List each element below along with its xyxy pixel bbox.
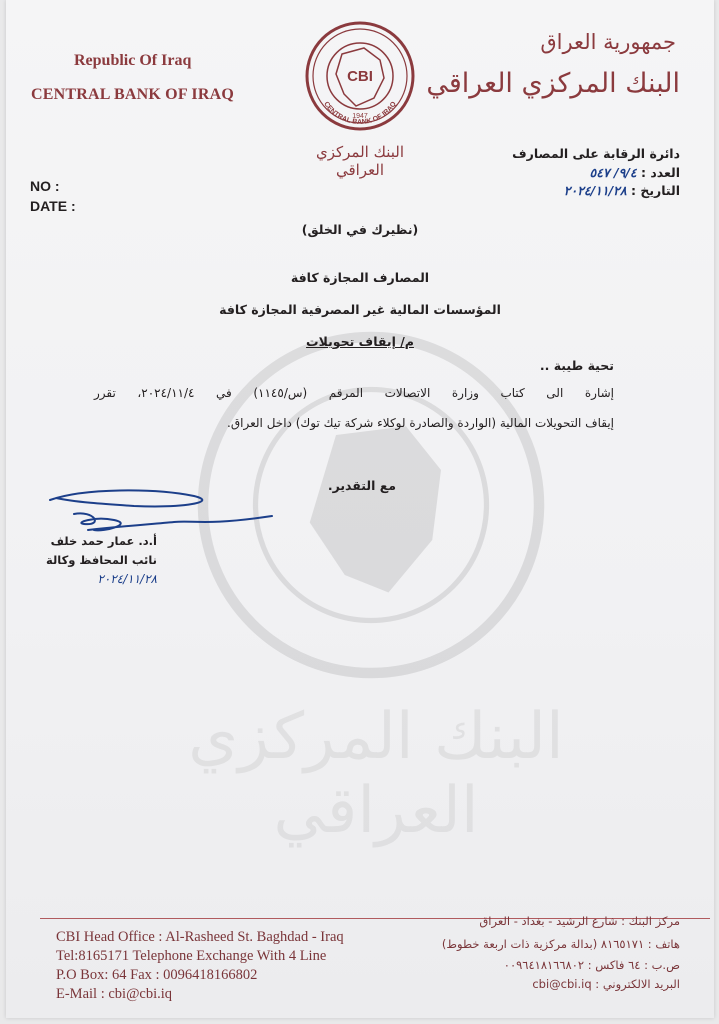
no-label: NO : [30,178,60,194]
reference-date-value: ٢٠٢٤/١١/٢٨ [563,183,627,198]
reference-number-value: ٩/٤/ ٥٤٧ [589,165,637,180]
watermark-arabic-text: البنك المركزي العراقي [188,700,564,848]
reference-date-label: التاريخ : [630,183,680,198]
reference-date [564,183,680,198]
reference-number [590,165,680,180]
header-bank-ar: البنك المركزي العراقي [426,68,680,99]
classification-line: (نظيرك في الخلق) [301,222,419,237]
signatory-name: أ.د. عمار حمد خلف [50,534,157,548]
footer-address-ar: مركز البنك : شارع الرشيد - بغداد - العراق [479,914,680,928]
logo-ring-text: CENTRAL BANK OF IRAQ [322,100,398,127]
cbi-logo-seal [304,20,416,132]
subject-line: م/ إيقاف تحويلات [306,334,414,349]
logo-arabic-caption: البنك المركزي العراقي [315,143,405,179]
recipient-line-2: المؤسسات المالية غير المصرفية المجازة كافة [219,302,501,317]
header-republic-en: Republic Of Iraq [74,52,192,69]
footer-phone-ar: هاتف : ٨١٦٥١٧١ (بدالة مركزية ذات اربعة خطوط) [441,937,680,951]
signatory-date: ٢٠٢٤/١١/٢٨ [97,572,157,586]
closing-line: مع التقدير. [327,478,396,493]
signatory-title: نائب المحافظ وكالة [45,553,157,567]
logo-center-text: CBI [347,68,373,85]
logo-year: 1947 [352,113,368,120]
footer-address-en: CBI Head Office : Al-Rasheed St. Baghdad - Iraq [56,929,344,945]
footer-email-en: E-Mail : cbi@cbi.iq [56,986,173,1002]
header-republic-ar: جمهورية العراق [540,30,676,54]
footer-pobox-ar: ص.ب : ٦٤ فاكس : ٠٠٩٦٤١٨١٦٦٨٠٢ [503,958,680,972]
footer-pobox-en: P.O Box: 64 Fax : 0096418166802 [56,967,258,983]
recipient-line-1: المصارف المجازة كافة [290,270,430,285]
reference-number-label: العدد : [640,165,680,180]
letter-page [6,0,714,1018]
footer-email-ar: البريد الالكتروني : cbi@cbi.iq [532,977,680,991]
date-label: DATE : [30,198,76,214]
body-line-1: إشارة الى كتاب وزارة الاتصالات المرقم (س/١١٤٥) في ٢٠٢٤/١١/٤، تقرر [94,386,614,400]
department-name: دائرة الرقابة على المصارف [512,146,680,161]
body-line-2: إيقاف التحويلات المالية (الواردة والصادرة لوكلاء شركة تيك توك) داخل العراق. [227,416,614,430]
greeting: تحية طيبة .. [539,358,614,373]
footer-phone-en: Tel:8165171 Telephone Exchange With 4 Line [56,948,327,964]
header-bank-en: CENTRAL BANK OF IRAQ [31,86,234,103]
